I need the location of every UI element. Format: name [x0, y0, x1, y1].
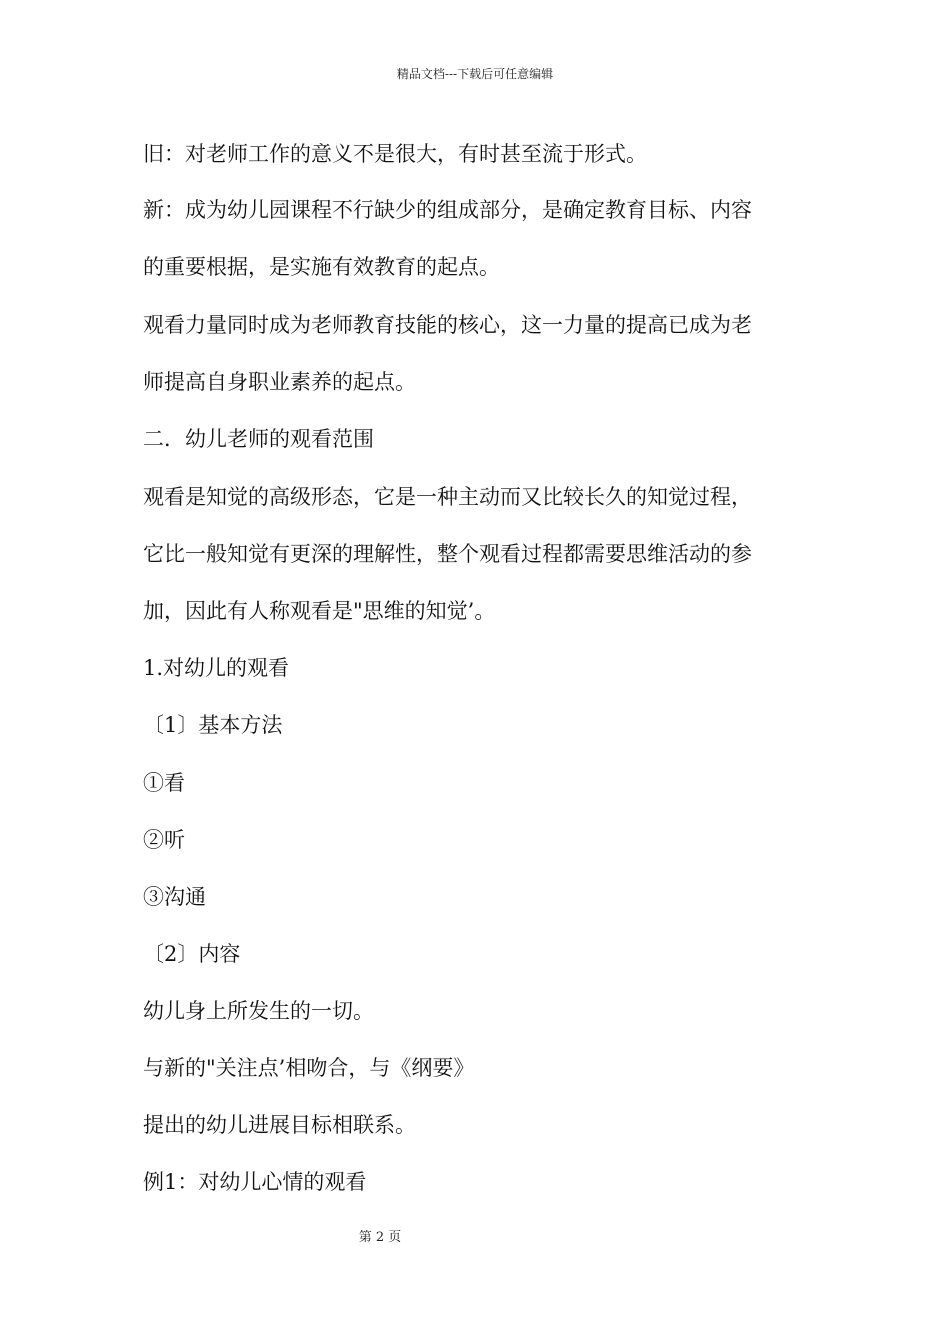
page-header: 精品文档---下载后可任意编辑 — [396, 67, 554, 81]
text-line: 师提高自身职业素养的起点。 — [143, 370, 416, 394]
text-line: 观看力量同时成为老师教育技能的核心，这一力量的提高已成为老 — [143, 313, 752, 337]
text-line: 例1：对幼儿心情的观看 — [143, 1170, 367, 1194]
text-line: 的重要根据，是实施有效教育的起点。 — [143, 255, 500, 279]
text-line: 与新的"关注点’相吻合，与《纲要》 — [143, 1056, 475, 1080]
subheading: 〔1〕基本方法 — [143, 713, 283, 737]
text-line: 观看是知觉的高级形态，它是一种主动而又比较长久的知觉过程， — [143, 485, 752, 509]
text-line: 提出的幼儿进展目标相联系。 — [143, 1113, 416, 1137]
page-number: 第 2 页 — [358, 1230, 402, 1245]
subheading: 〔2〕内容 — [143, 942, 241, 966]
list-item: ②听 — [143, 828, 185, 852]
text-line: 它比一般知觉有更深的理解性，整个观看过程都需要思维活动的参 — [143, 542, 752, 566]
text-line: 旧：对老师工作的意义不是很大，有时甚至流于形式。 — [143, 142, 647, 166]
text-line: 新：成为幼儿园课程不行缺少的组成部分，是确定教育目标、内容 — [143, 198, 752, 222]
subheading: 1.对幼儿的观看 — [143, 656, 290, 680]
list-item: ③沟通 — [143, 885, 206, 909]
text-line: 加，因此有人称观看是"思维的知觉’。 — [143, 599, 496, 623]
text-line: 幼儿身上所发生的一切。 — [143, 999, 374, 1023]
section-heading: 二．幼儿老师的观看范围 — [143, 427, 374, 451]
list-item: ①看 — [143, 771, 185, 795]
